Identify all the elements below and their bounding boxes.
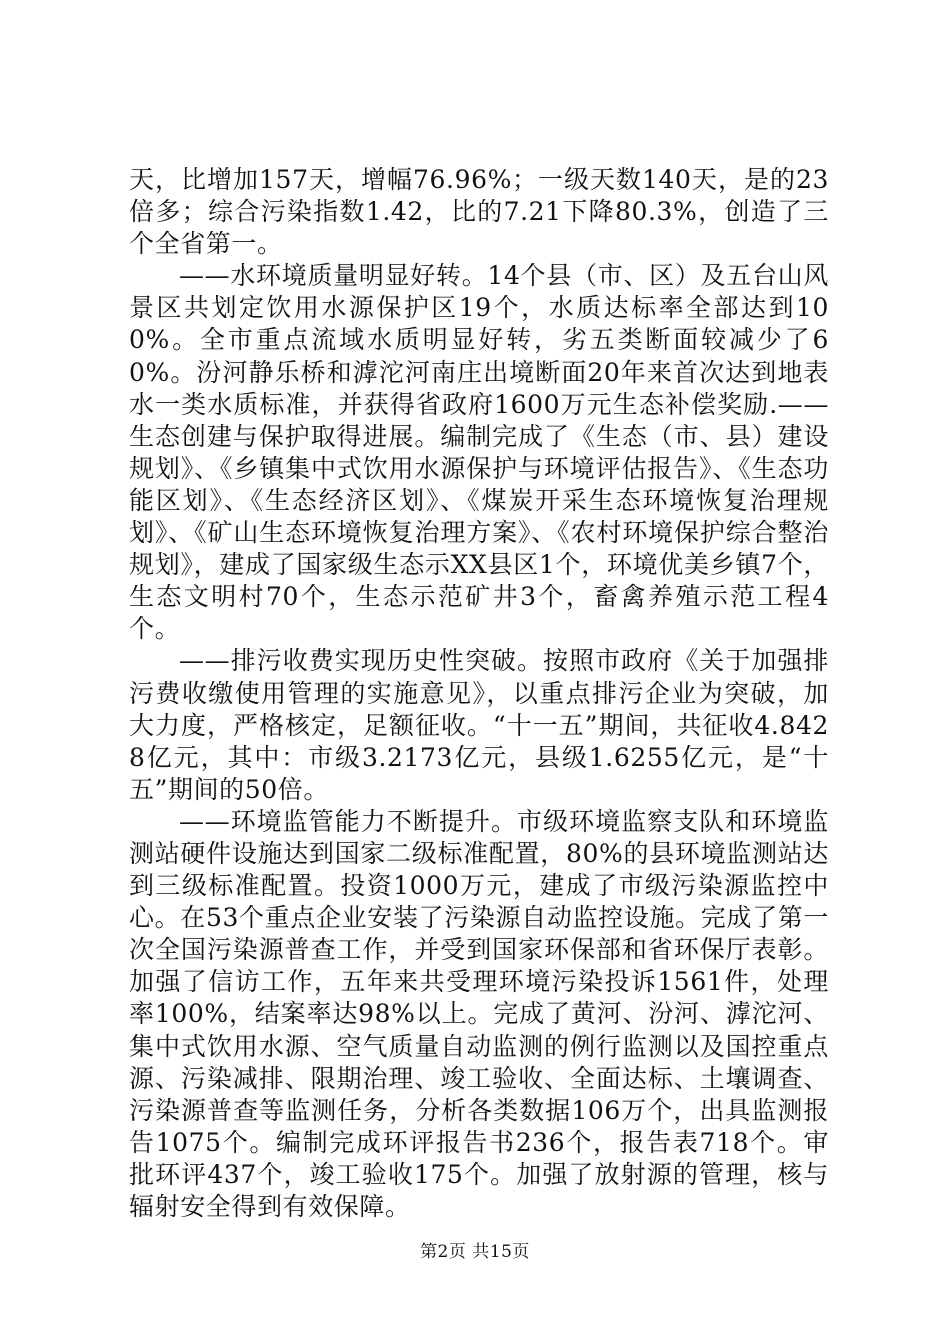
paragraph-environmental-supervision: ——环境监管能力不断提升。市级环境监察支队和环境监测站硬件设施达到国家二级标准配置，80%的县环境监测站达到三级标准配置。投资1000万元，建成了市级污染源监控中心。在53个重点企业安装了污染源自动监控设施。完成了第一次全国污染源普查工作，并受到国家环保部和省环保厅表彰。加强了信访工作，五年来共受理环境污染投诉1561件，处理率100%，结案率达98%以上。完成了黄河、汾河、滹沱河、集中式饮用水源、空气质量自动监测的例行监测以及国控重点源、污染减排、限期治理、竣工验收、全面达标、土壤调查、污染源普查等监测任务，分析各类数据106万个，出具监测报告1075个。编制完成环评报告书236个，报告表718个。审批环评437个，竣工验收175个。加强了放射源的管理，核与辐射安全得到有效保障。 xyxy=(129,806,829,1221)
paragraph-pollution-fees: ——排污收费实现历史性突破。按照市政府《关于加强排污费收缴使用管理的实施意见》，以重点排污企业为突破，加大力度，严格核定，足额征收。“十一五”期间，共征收4.8428亿元，其中：市级3.2173亿元，县级1.6255亿元，是“十五”期间的50倍。 xyxy=(129,646,829,804)
document-body xyxy=(129,164,829,1223)
paragraph-water-environment: ——水环境质量明显好转。14个县（市、区）及五台山风景区共划定饮用水源保护区19个，水质达标率全部达到100%。全市重点流域水质明显好转，劣五类断面较减少了60%。汾河静乐桥和滹沱河南庄出境断面20年来首次达到地表水一类水质标准，并获得省政府1600万元生态补偿奖励.——生态创建与保护取得进展。编制完成了《生态（市、县）建设规划》、《乡镇集中式饮用水源保护与环境评估报告》、《生态功能区划》、《生态经济区划》、《煤炭开采生态环境恢复治理规划》、《矿山生态环境恢复治理方案》、《农村环境保护综合整治规划》，建成了国家级生态示XX县区1个，环境优美乡镇7个，生态文明村70个，生态示范矿井3个，畜禽养殖示范工程4个。 xyxy=(129,261,829,644)
page-footer xyxy=(0,1241,950,1263)
paragraph-air-quality: 天，比增加157天，增幅76.96%；一级天数140天，是的23倍多；综合污染指数1.42，比的7.21下降80.3%，创造了三个全省第一。 xyxy=(129,165,829,259)
page-number: 第2页 共15页 xyxy=(420,1242,530,1262)
